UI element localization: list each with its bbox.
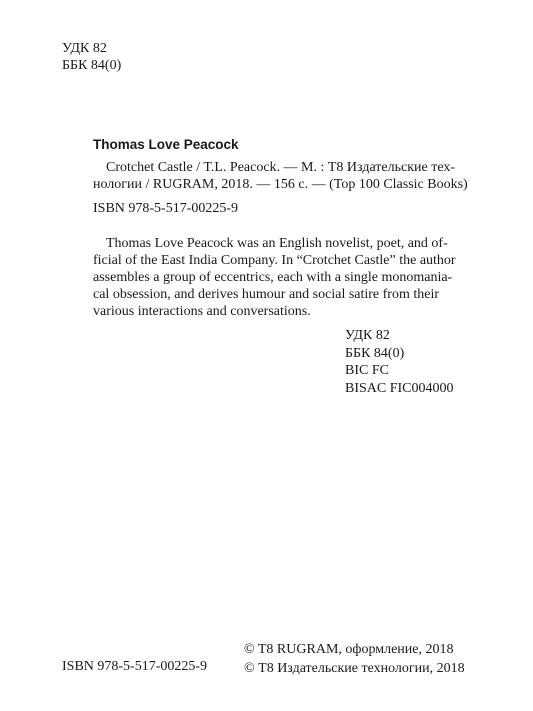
classification-bisac: BISAC FIC004000	[345, 380, 454, 396]
copyright-block	[244, 640, 465, 678]
author-name: Thomas Love Peacock	[93, 137, 239, 152]
copyright-line-2: © Т8 Издательские технологии, 2018	[244, 661, 465, 676]
catalog-line-2: нологии / RUGRAM, 2018. — 156 с. — (Top 100 Classic Books)	[93, 177, 468, 192]
catalog-record	[93, 159, 468, 193]
classification-codes	[345, 327, 454, 397]
annotation-line-1: Thomas Love Peacock was an English novelist, poet, and of-	[106, 236, 448, 251]
header-udk: УДК 82	[62, 41, 107, 56]
header-bbk: ББК 84(0)	[62, 58, 122, 73]
annotation-line-4: cal obsession, and derives humour and social satire from their	[93, 287, 440, 302]
footer-isbn: ISBN 978-5-517-00225-9	[62, 659, 208, 674]
classification-bbk: ББК 84(0)	[345, 345, 405, 361]
copyright-line-1: © T8 RUGRAM, оформление, 2018	[244, 642, 454, 657]
annotation	[93, 235, 454, 320]
annotation-line-3: assembles a group of eccentrics, each with a single monomania-	[93, 270, 453, 285]
catalog-line-1: Crotchet Castle / T.L. Peacock. — М. : Т8 Издательские тех-	[106, 160, 456, 175]
annotation-line-2: ficial of the East India Company. In “Crotchet Castle” the author	[93, 253, 456, 268]
classification-bic: BIC FC	[345, 363, 389, 378]
annotation-line-5: various interactions and conversations.	[93, 304, 311, 319]
catalog-isbn: ISBN 978-5-517-00225-9	[93, 201, 239, 216]
classification-udk: УДК 82	[345, 328, 390, 343]
